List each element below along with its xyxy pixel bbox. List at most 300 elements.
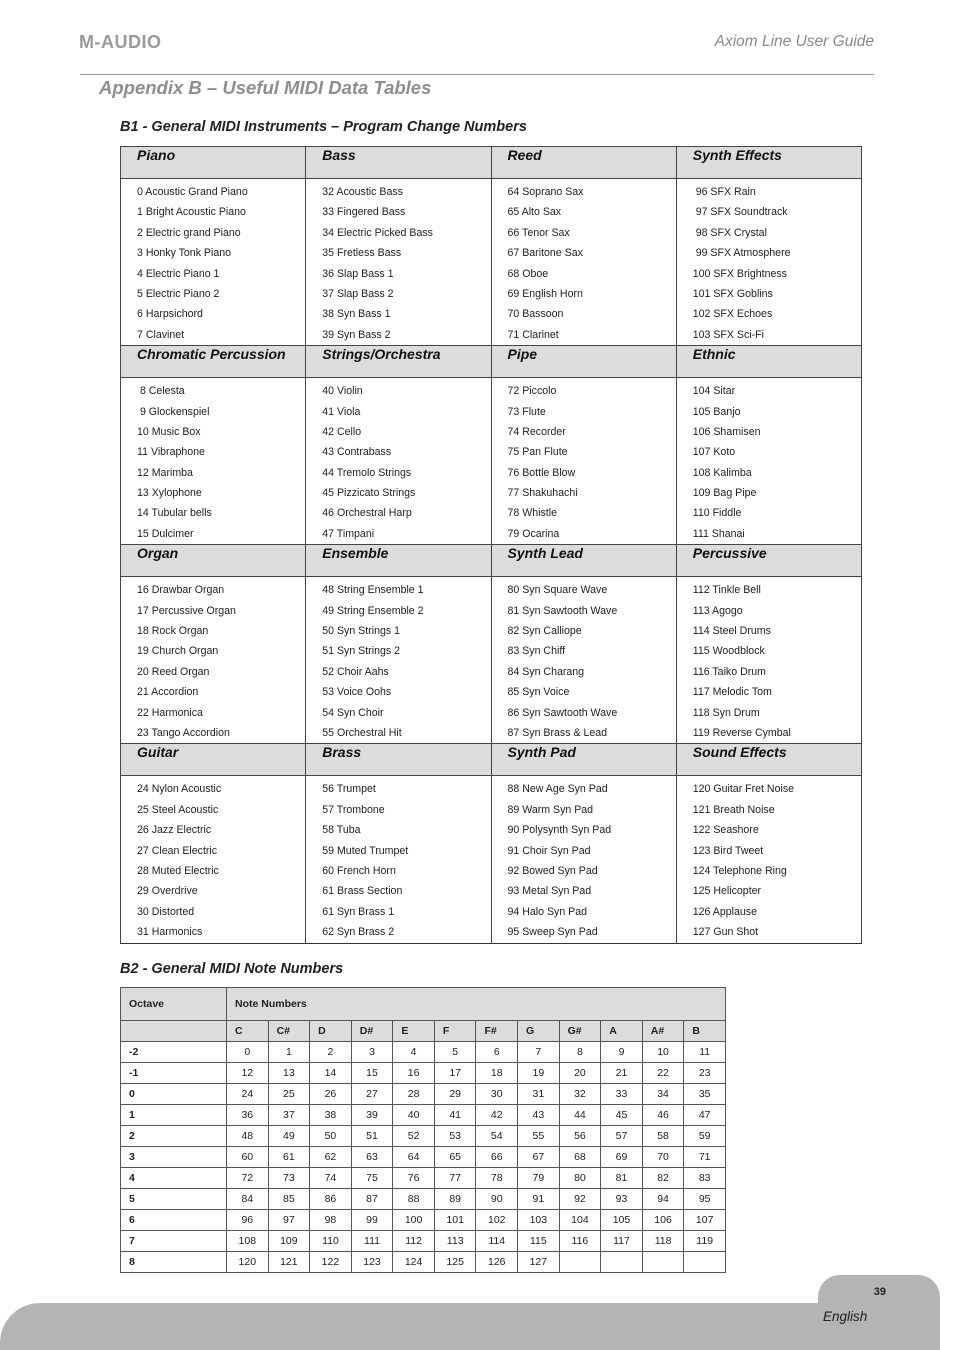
gm-instrument-item: 84 Syn Charang — [507, 665, 585, 678]
octave-label: 6 — [121, 1210, 227, 1231]
note-number-cell: 35 — [684, 1084, 726, 1105]
note-number-cell: 30 — [476, 1084, 518, 1105]
note-number-cell: 49 — [268, 1126, 310, 1147]
gm-instrument-row — [121, 378, 862, 545]
note-number-cell: 55 — [518, 1126, 560, 1147]
header-divider — [80, 74, 874, 75]
gm-instrument-item: 71 Clarinet — [507, 328, 559, 341]
octave-row — [121, 1147, 726, 1168]
octave-label: 3 — [121, 1147, 227, 1168]
gm-category-header: Chromatic Percussion — [121, 346, 306, 378]
gm-instrument-item: 83 Syn Chiff — [507, 645, 566, 658]
note-number-cell: 12 — [227, 1063, 269, 1084]
gm-instrument-item: 17 Percussive Organ — [137, 604, 236, 617]
note-number-cell: 81 — [601, 1168, 643, 1189]
gm-instrument-item: 89 Warm Syn Pad — [507, 803, 594, 816]
octave-label: 5 — [121, 1189, 227, 1210]
b2-section-title: B2 - General MIDI Note Numbers — [120, 961, 344, 977]
gm-instrument-column — [306, 776, 491, 943]
note-number-cell: 41 — [434, 1105, 476, 1126]
gm-instrument-item: 16 Drawbar Organ — [137, 584, 225, 597]
gm-category-header: Bass — [306, 147, 491, 179]
octave-label: 0 — [121, 1084, 227, 1105]
note-number-cell: 18 — [476, 1063, 518, 1084]
note-number-cell: 107 — [684, 1210, 726, 1231]
gm-instrument-item: 76 Bottle Blow — [507, 466, 576, 479]
gm-instrument-item: 94 Halo Syn Pad — [507, 905, 588, 918]
note-number-cell: 22 — [642, 1063, 684, 1084]
note-number-cell: 121 — [268, 1252, 310, 1273]
note-number-cell: 29 — [434, 1084, 476, 1105]
gm-instrument-item: 41 Viola — [322, 405, 361, 418]
note-number-cell — [601, 1252, 643, 1273]
note-number-cell: 14 — [310, 1063, 352, 1084]
gm-instrument-item: 125 Helicopter — [692, 885, 762, 898]
note-number-cell: 45 — [601, 1105, 643, 1126]
gm-category-header: Pipe — [491, 346, 676, 378]
gm-instrument-item: 47 Timpani — [322, 527, 375, 540]
note-number-cell: 39 — [351, 1105, 393, 1126]
guide-title: Axiom Line User Guide — [714, 33, 874, 50]
note-number-cell: 11 — [684, 1042, 726, 1063]
gm-instrument-item: 106 Shamisen — [692, 425, 761, 438]
gm-instrument-item: 78 Whistle — [507, 507, 557, 520]
note-number-cell: 90 — [476, 1189, 518, 1210]
gm-instrument-item: 0 Acoustic Grand Piano — [137, 186, 248, 198]
gm-instrument-item: 4 Electric Piano 1 — [137, 267, 220, 280]
note-number-cell: 108 — [227, 1231, 269, 1252]
note-number-cell: 100 — [393, 1210, 435, 1231]
gm-instrument-column — [491, 378, 676, 545]
note-number-cell: 106 — [642, 1210, 684, 1231]
note-number-cell: 64 — [393, 1147, 435, 1168]
note-number-cell: 21 — [601, 1063, 643, 1084]
gm-instrument-item: 29 Overdrive — [137, 885, 198, 898]
gm-instrument-item: 105 Banjo — [692, 405, 741, 418]
note-number-cell: 9 — [601, 1042, 643, 1063]
note-number-cell: 87 — [351, 1189, 393, 1210]
gm-instrument-column — [676, 577, 861, 744]
note-number-cell: 31 — [518, 1084, 560, 1105]
note-number-cell: 25 — [268, 1084, 310, 1105]
note-numbers-table — [120, 987, 726, 1273]
gm-instrument-item: 27 Clean Electric — [137, 844, 218, 857]
gm-instrument-item: 19 Church Organ — [137, 645, 219, 658]
gm-instrument-item: 85 Syn Voice — [507, 686, 570, 699]
note-number-cell: 33 — [601, 1084, 643, 1105]
note-number-cell: 124 — [393, 1252, 435, 1273]
gm-instrument-item: 11 Vibraphone — [137, 446, 205, 459]
octave-label: -1 — [121, 1063, 227, 1084]
note-number-cell — [642, 1252, 684, 1273]
gm-instrument-item: 73 Flute — [507, 405, 546, 418]
gm-instrument-item: 120 Guitar Fret Noise — [692, 783, 795, 796]
gm-instrument-item: 6 Harpsichord — [137, 308, 203, 321]
octave-label: 7 — [121, 1231, 227, 1252]
note-number-cell: 78 — [476, 1168, 518, 1189]
note-number-cell: 53 — [434, 1126, 476, 1147]
gm-instrument-item: 68 Oboe — [507, 267, 549, 280]
gm-instrument-column — [676, 378, 861, 545]
note-number-cell: 43 — [518, 1105, 560, 1126]
gm-instrument-item: 25 Steel Acoustic — [137, 803, 219, 816]
note-number-cell: 112 — [393, 1231, 435, 1252]
gm-instrument-item: 92 Bowed Syn Pad — [507, 864, 598, 877]
gm-instrument-item: 66 Tenor Sax — [507, 226, 570, 239]
gm-instrument-item: 91 Choir Syn Pad — [507, 844, 591, 857]
note-number-cell: 114 — [476, 1231, 518, 1252]
note-number-cell: 117 — [601, 1231, 643, 1252]
note-number-cell: 93 — [601, 1189, 643, 1210]
note-number-cell — [559, 1252, 601, 1273]
note-number-cell: 127 — [518, 1252, 560, 1273]
note-number-cell: 115 — [518, 1231, 560, 1252]
note-number-cell: 54 — [476, 1126, 518, 1147]
gm-instrument-item: 75 Pan Flute — [507, 446, 568, 459]
note-number-cell: 80 — [559, 1168, 601, 1189]
gm-instrument-item: 81 Syn Sawtooth Wave — [507, 604, 618, 617]
footer-language: English — [823, 1309, 868, 1324]
gm-instrument-item: 35 Fretless Bass — [322, 247, 402, 260]
gm-instrument-column — [676, 776, 861, 943]
brand-logo: M-AUDIO — [79, 32, 162, 52]
gm-instrument-item: 124 Telephone Ring — [692, 864, 787, 877]
note-number-cell: 67 — [518, 1147, 560, 1168]
gm-instrument-item: 69 English Horn — [507, 287, 583, 300]
gm-instrument-item: 126 Applause — [692, 905, 757, 918]
gm-instrument-item: 13 Xylophone — [137, 487, 202, 500]
gm-instrument-item: 104 Sitar — [692, 385, 736, 398]
gm-instrument-item: 87 Syn Brass & Lead — [507, 726, 608, 739]
note-number-cell: 75 — [351, 1168, 393, 1189]
octave-label: 8 — [121, 1252, 227, 1273]
gm-instrument-item: 74 Recorder — [507, 425, 566, 438]
gm-category-header-row — [121, 147, 862, 179]
gm-instrument-item: 3 Honky Tonk Piano — [137, 247, 232, 260]
note-name-header: G — [518, 1021, 560, 1042]
gm-instrument-item: 127 Gun Shot — [692, 926, 759, 939]
note-name-header: D — [310, 1021, 352, 1042]
gm-category-header: Strings/Orchestra — [306, 346, 491, 378]
gm-instrument-item: 28 Muted Electric — [137, 864, 219, 877]
gm-instrument-item: 43 Contrabass — [322, 446, 392, 459]
gm-instrument-item: 65 Alto Sax — [507, 206, 562, 219]
note-names-blank-cell — [121, 1021, 227, 1042]
octave-label: -2 — [121, 1042, 227, 1063]
note-name-header: G# — [559, 1021, 601, 1042]
note-number-cell: 6 — [476, 1042, 518, 1063]
gm-instrument-item: 44 Tremolo Strings — [322, 466, 412, 479]
note-number-cell: 82 — [642, 1168, 684, 1189]
gm-instrument-column — [121, 776, 306, 943]
gm-instrument-item: 122 Seashore — [692, 824, 759, 837]
gm-category-header: Percussive — [676, 545, 861, 577]
gm-instrument-item: 8 Celesta — [137, 385, 185, 398]
note-number-cell: 2 — [310, 1042, 352, 1063]
gm-instrument-item: 26 Jazz Electric — [137, 824, 212, 837]
note-number-cell: 73 — [268, 1168, 310, 1189]
note-number-cell: 38 — [310, 1105, 352, 1126]
note-number-cell: 86 — [310, 1189, 352, 1210]
note-number-cell: 72 — [227, 1168, 269, 1189]
note-number-cell: 32 — [559, 1084, 601, 1105]
gm-instrument-column — [121, 179, 306, 346]
octave-header: Octave — [121, 988, 227, 1021]
note-number-cell: 84 — [227, 1189, 269, 1210]
note-number-cell: 44 — [559, 1105, 601, 1126]
octave-row — [121, 1084, 726, 1105]
note-number-cell: 17 — [434, 1063, 476, 1084]
gm-instrument-item: 51 Syn Strings 2 — [322, 645, 400, 658]
b1-section-title: B1 - General MIDI Instruments – Program Change Numbers — [120, 119, 527, 135]
note-number-cell: 36 — [227, 1105, 269, 1126]
note-table-title-row — [121, 988, 726, 1021]
gm-instrument-column — [306, 577, 491, 744]
note-number-cell: 101 — [434, 1210, 476, 1231]
gm-category-header: Sound Effects — [676, 744, 861, 776]
gm-instrument-item: 61 Brass Section — [322, 885, 403, 898]
note-number-cell: 3 — [351, 1042, 393, 1063]
note-number-cell: 113 — [434, 1231, 476, 1252]
note-number-cell: 59 — [684, 1126, 726, 1147]
note-number-cell: 98 — [310, 1210, 352, 1231]
note-name-header: E — [393, 1021, 435, 1042]
gm-instrument-item: 121 Breath Noise — [692, 803, 775, 816]
gm-instrument-item: 60 French Horn — [322, 864, 396, 877]
gm-instrument-item: 79 Ocarina — [507, 527, 560, 540]
gm-instrument-item: 88 New Age Syn Pad — [507, 783, 608, 796]
note-number-cell: 71 — [684, 1147, 726, 1168]
note-number-cell: 1 — [268, 1042, 310, 1063]
octave-row — [121, 1105, 726, 1126]
note-number-cell: 92 — [559, 1189, 601, 1210]
note-number-cell: 76 — [393, 1168, 435, 1189]
octave-row — [121, 1168, 726, 1189]
gm-instrument-item: 30 Distorted — [137, 905, 195, 918]
note-number-cell: 99 — [351, 1210, 393, 1231]
note-number-cell: 46 — [642, 1105, 684, 1126]
gm-instrument-item: 95 Sweep Syn Pad — [507, 926, 598, 939]
gm-category-header: Organ — [121, 545, 306, 577]
gm-instrument-item: 101 SFX Goblins — [692, 287, 773, 300]
note-number-cell: 105 — [601, 1210, 643, 1231]
note-number-cell: 37 — [268, 1105, 310, 1126]
note-number-cell: 63 — [351, 1147, 393, 1168]
gm-instrument-item: 86 Syn Sawtooth Wave — [507, 706, 618, 719]
gm-instrument-item: 103 SFX Sci-Fi — [692, 328, 764, 341]
gm-instrument-item: 49 String Ensemble 2 — [322, 604, 424, 617]
gm-instrument-item: 110 Fiddle — [692, 507, 742, 520]
gm-instrument-item: 45 Pizzicato Strings — [322, 487, 416, 500]
gm-instrument-item: 111 Shanai — [692, 527, 745, 540]
note-number-cell: 96 — [227, 1210, 269, 1231]
gm-instrument-item: 115 Woodblock — [692, 645, 765, 658]
gm-category-header-row — [121, 346, 862, 378]
note-number-cell: 57 — [601, 1126, 643, 1147]
note-name-header: F# — [476, 1021, 518, 1042]
octave-row — [121, 1042, 726, 1063]
gm-instrument-item: 123 Bird Tweet — [692, 844, 764, 857]
note-number-cell: 48 — [227, 1126, 269, 1147]
gm-instrument-column — [121, 378, 306, 545]
note-number-cell: 58 — [642, 1126, 684, 1147]
gm-category-header: Reed — [491, 147, 676, 179]
gm-instrument-column — [121, 577, 306, 744]
gm-instrument-item: 32 Acoustic Bass — [322, 186, 403, 198]
note-number-cell: 110 — [310, 1231, 352, 1252]
gm-instrument-item: 34 Electric Picked Bass — [322, 226, 433, 239]
note-number-cell: 69 — [601, 1147, 643, 1168]
gm-instrument-item: 9 Glockenspiel — [137, 405, 210, 418]
note-number-cell: 74 — [310, 1168, 352, 1189]
gm-instrument-item: 54 Syn Choir — [322, 706, 384, 719]
gm-instrument-item: 5 Electric Piano 2 — [137, 287, 220, 300]
gm-instrument-item: 98 SFX Crystal — [692, 226, 767, 239]
note-number-cell: 15 — [351, 1063, 393, 1084]
note-number-cell: 61 — [268, 1147, 310, 1168]
note-name-header: C — [227, 1021, 269, 1042]
note-number-cell: 5 — [434, 1042, 476, 1063]
octave-row — [121, 1063, 726, 1084]
gm-instrument-item: 72 Piccolo — [507, 385, 557, 398]
note-number-cell: 104 — [559, 1210, 601, 1231]
gm-instrument-item: 114 Steel Drums — [692, 625, 771, 638]
gm-instrument-item: 107 Koto — [692, 446, 736, 459]
gm-instrument-item: 59 Muted Trumpet — [322, 844, 409, 857]
gm-category-header: Brass — [306, 744, 491, 776]
gm-instrument-item: 61 Syn Brass 1 — [322, 905, 395, 918]
gm-instrument-item: 48 String Ensemble 1 — [322, 584, 424, 597]
note-number-cell: 56 — [559, 1126, 601, 1147]
note-number-cell: 83 — [684, 1168, 726, 1189]
gm-instrument-item: 18 Rock Organ — [137, 625, 209, 638]
note-number-cell: 7 — [518, 1042, 560, 1063]
gm-instrument-item: 46 Orchestral Harp — [322, 507, 412, 520]
gm-instrument-item: 40 Violin — [322, 385, 363, 398]
gm-instrument-item: 67 Baritone Sax — [507, 247, 583, 260]
note-number-cell: 47 — [684, 1105, 726, 1126]
note-number-cell: 126 — [476, 1252, 518, 1273]
gm-instrument-item: 52 Choir Aahs — [322, 665, 389, 678]
note-number-cell: 103 — [518, 1210, 560, 1231]
note-number-cell: 13 — [268, 1063, 310, 1084]
gm-instrument-item: 33 Fingered Bass — [322, 206, 406, 219]
note-number-cell: 68 — [559, 1147, 601, 1168]
gm-category-header: Synth Effects — [676, 147, 861, 179]
gm-instrument-item: 77 Shakuhachi — [507, 487, 578, 500]
gm-instrument-row — [121, 776, 862, 943]
gm-instrument-item: 80 Syn Square Wave — [507, 584, 608, 597]
note-number-cell: 28 — [393, 1084, 435, 1105]
gm-instrument-item: 108 Kalimba — [692, 466, 752, 479]
octave-label: 1 — [121, 1105, 227, 1126]
gm-instrument-item: 55 Orchestral Hit — [322, 726, 402, 739]
gm-instrument-item: 118 Syn Drum — [692, 706, 760, 719]
note-number-cell: 60 — [227, 1147, 269, 1168]
note-number-cell: 26 — [310, 1084, 352, 1105]
gm-category-header: Ethnic — [676, 346, 861, 378]
gm-instrument-item: 53 Voice Oohs — [322, 686, 392, 699]
gm-instrument-item: 22 Harmonica — [137, 706, 203, 719]
gm-instrument-item: 42 Cello — [322, 425, 362, 438]
note-number-cell: 23 — [684, 1063, 726, 1084]
note-number-cell: 4 — [393, 1042, 435, 1063]
gm-category-header: Synth Lead — [491, 545, 676, 577]
gm-instrument-item: 36 Slap Bass 1 — [322, 267, 394, 280]
gm-instrument-item: 37 Slap Bass 2 — [322, 287, 394, 300]
gm-category-header: Ensemble — [306, 545, 491, 577]
gm-instrument-item: 90 Polysynth Syn Pad — [507, 824, 612, 837]
gm-instrument-item: 39 Syn Bass 2 — [322, 328, 391, 341]
note-number-cell: 10 — [642, 1042, 684, 1063]
gm-instrument-item: 64 Soprano Sax — [507, 186, 584, 198]
gm-instrument-item: 97 SFX Soundtrack — [692, 206, 788, 219]
gm-instrument-item: 50 Syn Strings 1 — [322, 625, 400, 638]
note-number-cell: 70 — [642, 1147, 684, 1168]
note-number-cell: 42 — [476, 1105, 518, 1126]
note-name-header: A# — [642, 1021, 684, 1042]
gm-instrument-item: 113 Agogo — [692, 604, 743, 617]
gm-instrument-item: 23 Tango Accordion — [137, 726, 230, 739]
note-number-cell: 116 — [559, 1231, 601, 1252]
note-number-cell: 125 — [434, 1252, 476, 1273]
gm-instrument-column — [491, 179, 676, 346]
gm-instrument-item: 21 Accordion — [137, 686, 199, 699]
gm-instrument-item: 117 Melodic Tom — [692, 686, 772, 699]
note-number-cell: 52 — [393, 1126, 435, 1147]
gm-instrument-item: 112 Tinkle Bell — [692, 584, 761, 597]
note-number-cell — [684, 1252, 726, 1273]
note-number-cell: 122 — [310, 1252, 352, 1273]
note-number-cell: 89 — [434, 1189, 476, 1210]
gm-instrument-item: 100 SFX Brightness — [692, 267, 787, 280]
gm-instrument-item: 102 SFX Echoes — [692, 308, 773, 321]
gm-instrument-column — [676, 179, 861, 346]
gm-instrument-column — [306, 179, 491, 346]
gm-instrument-item: 38 Syn Bass 1 — [322, 308, 391, 321]
note-number-cell: 16 — [393, 1063, 435, 1084]
appendix-title: Appendix B – Useful MIDI Data Tables — [99, 77, 432, 98]
note-number-cell: 120 — [227, 1252, 269, 1273]
note-number-cell: 85 — [268, 1189, 310, 1210]
note-number-cell: 123 — [351, 1252, 393, 1273]
note-number-cell: 34 — [642, 1084, 684, 1105]
gm-instrument-item: 24 Nylon Acoustic — [137, 783, 222, 796]
note-number-cell: 97 — [268, 1210, 310, 1231]
note-number-cell: 20 — [559, 1063, 601, 1084]
octave-row — [121, 1231, 726, 1252]
gm-instruments-table — [120, 146, 862, 944]
octave-row — [121, 1126, 726, 1147]
octave-row — [121, 1210, 726, 1231]
note-name-header: C# — [268, 1021, 310, 1042]
note-number-cell: 65 — [434, 1147, 476, 1168]
gm-instrument-item: 56 Trumpet — [322, 783, 376, 796]
note-number-cell: 0 — [227, 1042, 269, 1063]
gm-category-header: Piano — [121, 147, 306, 179]
note-number-cell: 79 — [518, 1168, 560, 1189]
gm-instrument-row — [121, 577, 862, 744]
gm-instrument-item: 116 Taiko Drum — [692, 665, 766, 678]
gm-instrument-item: 93 Metal Syn Pad — [507, 885, 592, 898]
note-number-cell: 40 — [393, 1105, 435, 1126]
octave-label: 4 — [121, 1168, 227, 1189]
gm-category-header: Synth Pad — [491, 744, 676, 776]
gm-instrument-column — [491, 577, 676, 744]
note-name-header: B — [684, 1021, 726, 1042]
gm-category-header-row — [121, 744, 862, 776]
note-number-cell: 19 — [518, 1063, 560, 1084]
